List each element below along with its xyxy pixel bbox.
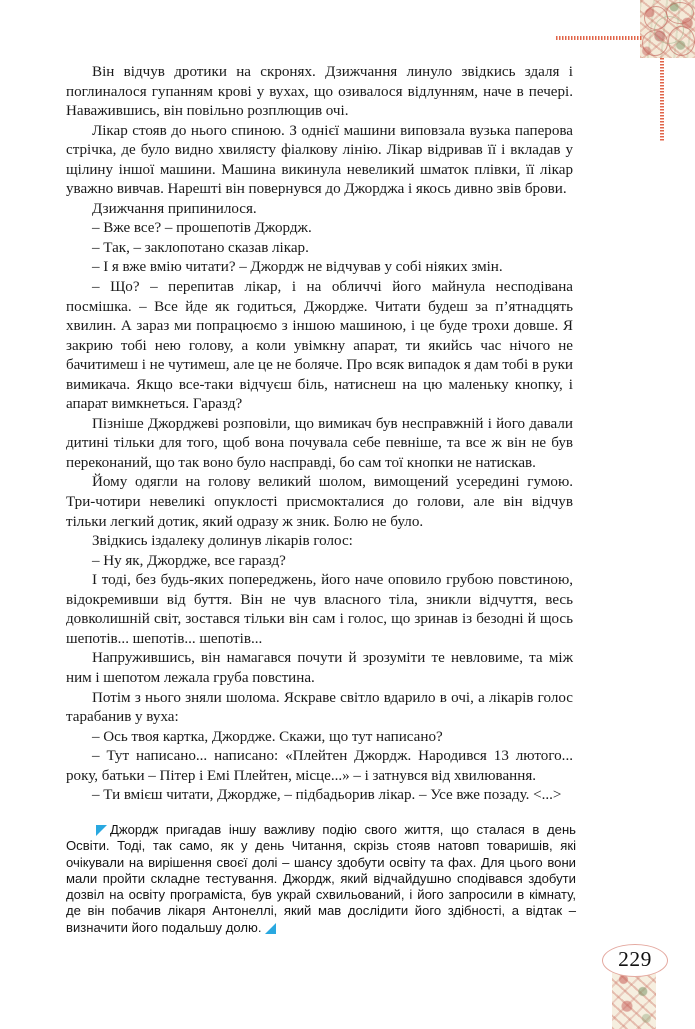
body-text-column	[66, 63, 573, 806]
body-paragraph: – Ти вмієш читати, Джордже, – підбадьорив лікар. – Усе вже позаду. <...>	[92, 787, 562, 804]
body-paragraph: Потім з нього зняли шолома. Яскраве світло вдарило в очі, а лікарів голос тарабанив у вуха:	[66, 689, 573, 726]
body-paragraph: Дзижчання припинилося.	[92, 200, 257, 217]
body-paragraph: – І я вже вмію читати? – Джордж не відчував у собі ніяких змін.	[92, 259, 503, 276]
triangle-end-icon	[265, 923, 276, 934]
summary-paragraph	[66, 822, 576, 936]
body-paragraph: – Тут написано... написано: «Плейтен Джордж. Народився 13 лютого... року, батьки – Пітер і Емі Плейтен, місце...» – і затнувся від хвилювання.	[66, 748, 573, 784]
summary-text: Джордж пригадав іншу важливу подію свого життя, що сталася в день Освіти. Тоді, так само, як у день Читання, скрізь стояв натовп товаришів, які очікували на вирішення своєї долі – шансу здобути освіту та фах. Для цього вони мали пройти складне тестування. Джордж, який відчайдушно сподівався здобути дозвіл на освіту програміста, був украй схвильований, і його запросили в кімнату, де він побачив лікаря Антонеллі, який мав дослідити його здібності, а відтак – визначити його подальшу долю.	[66, 822, 576, 935]
body-paragraph: – Що? – перепитав лікар, і на обличчі його майнула несподівана посмішка. – Все йде як годиться, Джордже. Читати будеш за п’ятнадцять хвилин. А зараз ми попрацюємо з іншою машиною, і це буде трохи довше. Я закрию тобі нею голову, а коли увімкну апарат, ти якийсь час нічого не бачитимеш і не чутимеш, але це не боляче. Про всяк випадок я дам тобі в руки вимикача. Якщо все-таки відчуєш біль, натиснеш на цю маленьку кнопку, і апарат вимкнеться. Гаразд?	[66, 279, 573, 413]
dashed-rule-horizontal-icon	[556, 36, 642, 40]
body-paragraph: Пізніше Джорджеві розповіли, що вимикач був несправжній і його давали дитині тільки для того, щоб вона почувала себе певніше, та все ж він не був переконаний, що так воно було насправді, бо сам тої кнопки не натискав.	[66, 415, 573, 471]
body-paragraph: – Ось твоя картка, Джордже. Скажи, що тут написано?	[92, 728, 443, 745]
ornament-curl	[654, 16, 684, 44]
body-paragraph: – Вже все? – прошепотів Джордж.	[92, 220, 312, 237]
body-paragraph: – Ну як, Джордже, все гаразд?	[92, 552, 286, 569]
page-number-badge	[602, 944, 668, 977]
body-paragraph: Напружившись, він намагався почути й зрозуміти те невловиме, та між ним і шепотом лежала груба повстина.	[66, 650, 573, 686]
body-paragraph: – Так, – заклопотано сказав лікар.	[92, 239, 309, 256]
body-paragraph: Йому одягли на голову великий шолом, вимощений усередині гумою. Три-чотири невеликі опуклості присмокталися до голови, але він відчув тільки легкий дотик, який одразу ж зник. Болю не було.	[66, 474, 573, 530]
body-paragraph: Звідкись іздалеку долинув лікарів голос:	[92, 533, 353, 550]
page-number: 229	[618, 947, 652, 972]
body-paragraph: І тоді, без будь-яких попереджень, його наче оповило грубою повстиною, відокремивши від буття. Він не чув власного тіла, зникли відчуття, весь довколишній світ, зостався тільки він сам і голос, що зринав із безодні й щось шепотів... шепотів... шепотів...	[66, 572, 573, 647]
triangle-start-icon	[96, 825, 107, 836]
body-paragraph: Лікар стояв до нього спиною. З однієї машини виповзала вузька паперова стрічка, де було видно хвилясту фіалкову лінію. Лікар відривав її і вкладав у щілину іншої машини. Машина викинула невеликий шматок плівки, її лікар уважно вивчав. Нарешті він повернувся до Джорджа і якось дивно звів брови.	[66, 122, 573, 198]
body-paragraph: Він відчув дротики на скронях. Дзижчання линуло звідкись здаля і поглиналося гупанням крові у вухах, що озивалося відлунням, наче в печері. Наважившись, він повільно розплющив очі.	[66, 64, 573, 120]
floral-ornament-top	[640, 0, 695, 58]
page-number-group	[594, 944, 676, 1029]
summary-block	[66, 822, 576, 936]
dashed-rule-vertical-icon	[660, 58, 664, 142]
